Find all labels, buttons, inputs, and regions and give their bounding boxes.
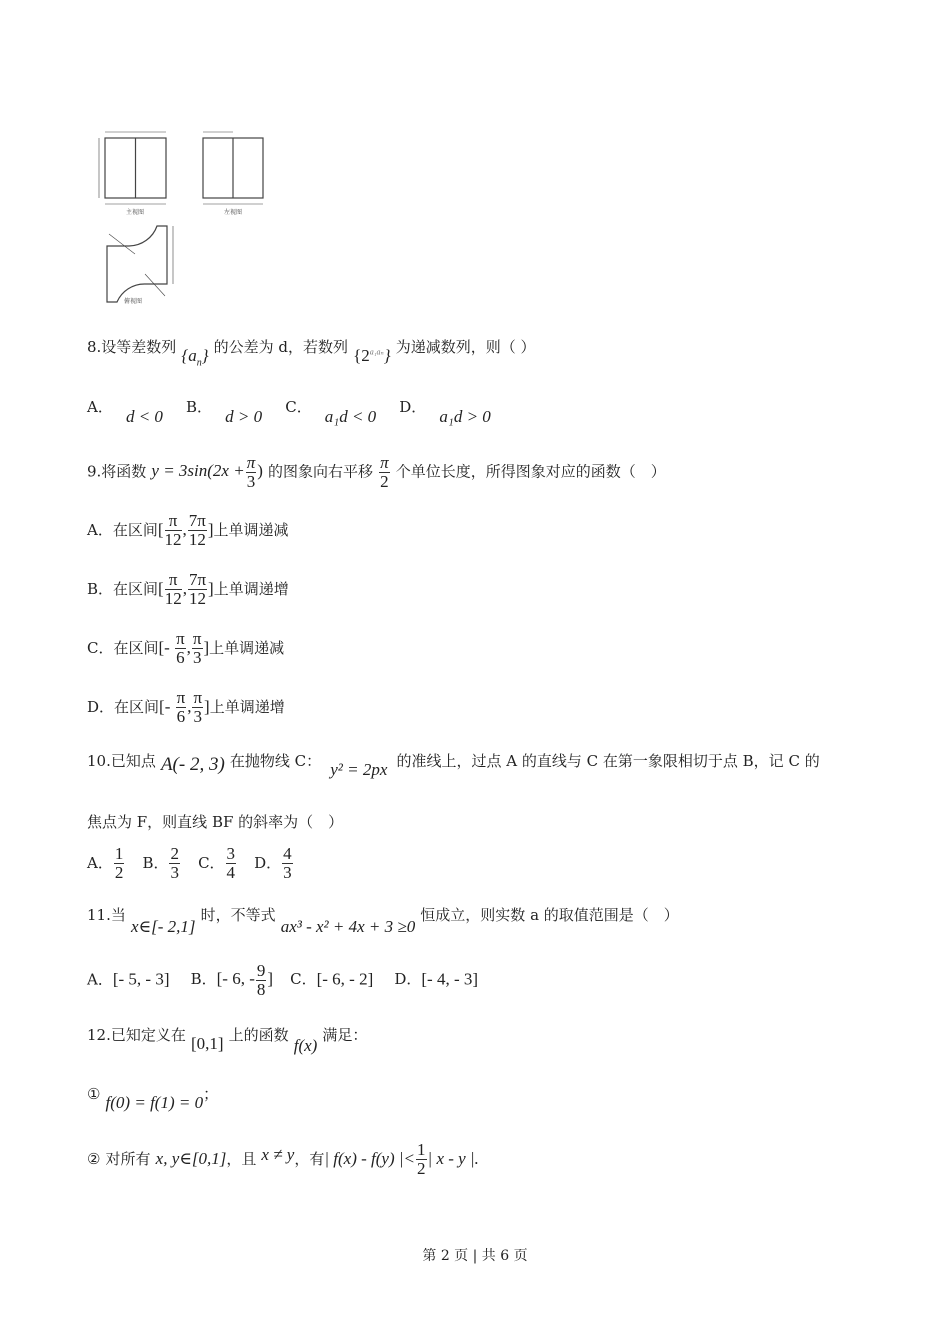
q9-prefix: 9.将函数 xyxy=(87,462,147,481)
q12-condition-2: ② 对所有 x, y∈[0,1]，且 x ≠ y，有| f(x) - f(y) |< $\frac{1}{2}$ | x - y |. xyxy=(87,1140,479,1178)
q8-seq-a: $\{a_n\}$ xyxy=(181,346,209,369)
q12-prefix: 12.已知定义在 xyxy=(87,1026,186,1044)
q8-option-c-label: C． xyxy=(285,398,312,416)
q8-prefix: 8.设等差数列 xyxy=(87,338,177,356)
q11-options: A．[- 5, - 3] B．[- 6, - $\frac{9}{8}$ ] C．[- 6, - 2] D．[- 4, - 3] xyxy=(87,961,479,999)
q8-options xyxy=(87,396,491,426)
front-view-label: 主视图 xyxy=(126,209,145,216)
side-view-label: 左视图 xyxy=(224,209,243,216)
question-8 xyxy=(87,336,536,369)
q12-suffix: 满足： xyxy=(322,1026,368,1044)
q12-interval: [0,1] xyxy=(190,1034,224,1053)
q9-option-c: C．在区间[- $\frac{\pi}{6}$ , $\frac{\pi}{3}$ ]上单调递减 xyxy=(87,629,285,667)
q8-option-a: d < 0 xyxy=(125,407,163,426)
q9-option-a: A．在区间[ $\frac{\pi}{12}$ , $\frac{7\pi}{12}$ ]上单调递减 xyxy=(87,511,289,549)
q12-mid: 上的函数 xyxy=(228,1026,289,1044)
q12-function: f(x) xyxy=(293,1036,318,1055)
three-view-figure xyxy=(95,126,285,306)
front-view xyxy=(99,132,166,204)
q8-option-d-label: D． xyxy=(399,398,427,416)
q10-line2: 焦点为 F，则直线 BF 的斜率为（ ） xyxy=(87,813,344,831)
side-view xyxy=(203,132,263,204)
q11-domain: x∈[- 2,1] xyxy=(130,917,196,936)
q9-option-d: D．在区间[- $\frac{\pi}{6}$ , $\frac{\pi}{3}$ ]上单调递增 xyxy=(87,688,285,726)
q9-shift: $\frac{\pi}{2}$ xyxy=(380,453,389,491)
q11-inequality: ax³ - x² + 4x + 3 ≥0 xyxy=(280,917,416,936)
q8-seq-b: $\{2^{a_1a_n}\}$ xyxy=(353,346,391,365)
question-11 xyxy=(87,904,679,936)
q11-prefix: 11.当 xyxy=(87,906,126,924)
q10-options: A． $\frac{1}{2}$ B． $\frac{2}{3}$ C． $\frac{3}{4}$ D． $\frac{4}{3}$ xyxy=(87,844,292,882)
q10-prefix: 10.已知点 xyxy=(87,752,156,770)
q8-suffix: 为递减数列，则（ ） xyxy=(395,338,536,356)
q8-option-b: d > 0 xyxy=(225,407,263,426)
q11-option-a: [- 5, - 3] xyxy=(112,969,170,989)
q8-option-d: a₁d > 0 xyxy=(439,407,491,426)
q9-mid: 的图象向右平移 xyxy=(268,462,374,481)
q8-option-c: a₁d < 0 xyxy=(324,407,377,426)
page-footer: 第 2 页 | 共 6 页 xyxy=(422,1248,528,1264)
q9-suffix: 个单位长度，所得图象对应的函数（ ） xyxy=(395,462,666,481)
q11-option-d: [- 4, - 3] xyxy=(421,969,479,989)
q9-option-b: B．在区间[ $\frac{\pi}{12}$ , $\frac{7\pi}{12}$ ]上单调递增 xyxy=(87,570,289,608)
q11-suffix: 恒成立，则实数 a 的取值范围是（ ） xyxy=(420,906,679,924)
q10-point: A(- 2, 3) xyxy=(160,754,225,775)
question-9 xyxy=(87,454,666,491)
q11-option-b: [- 6, - $\frac{9}{8}$ ] xyxy=(216,961,274,999)
q10-mid2: 的准线上，过点 A 的直线与 C 在第一象限相切于点 B，记 C 的 xyxy=(396,752,820,770)
question-10 xyxy=(87,750,820,779)
q10-parabola: y² = 2px xyxy=(330,760,388,779)
q11-option-c: [- 6, - 2] xyxy=(316,969,374,989)
top-view-label: 俯视图 xyxy=(124,298,143,305)
q8-option-b-label: B． xyxy=(186,398,213,416)
q10-mid1: 在抛物线 C： xyxy=(229,752,322,770)
q12-condition-1: ① f(0) = f(1) = 0； xyxy=(87,1085,219,1112)
q8-option-a-label: A． xyxy=(87,398,113,416)
q11-mid: 时，不等式 xyxy=(200,906,276,924)
top-view xyxy=(107,226,173,302)
question-12 xyxy=(87,1024,368,1055)
q8-mid: 的公差为 d，若数列 xyxy=(213,338,348,356)
q9-function: y = 3sin(2x + $\frac{\pi}{3}$ ) xyxy=(151,453,263,491)
